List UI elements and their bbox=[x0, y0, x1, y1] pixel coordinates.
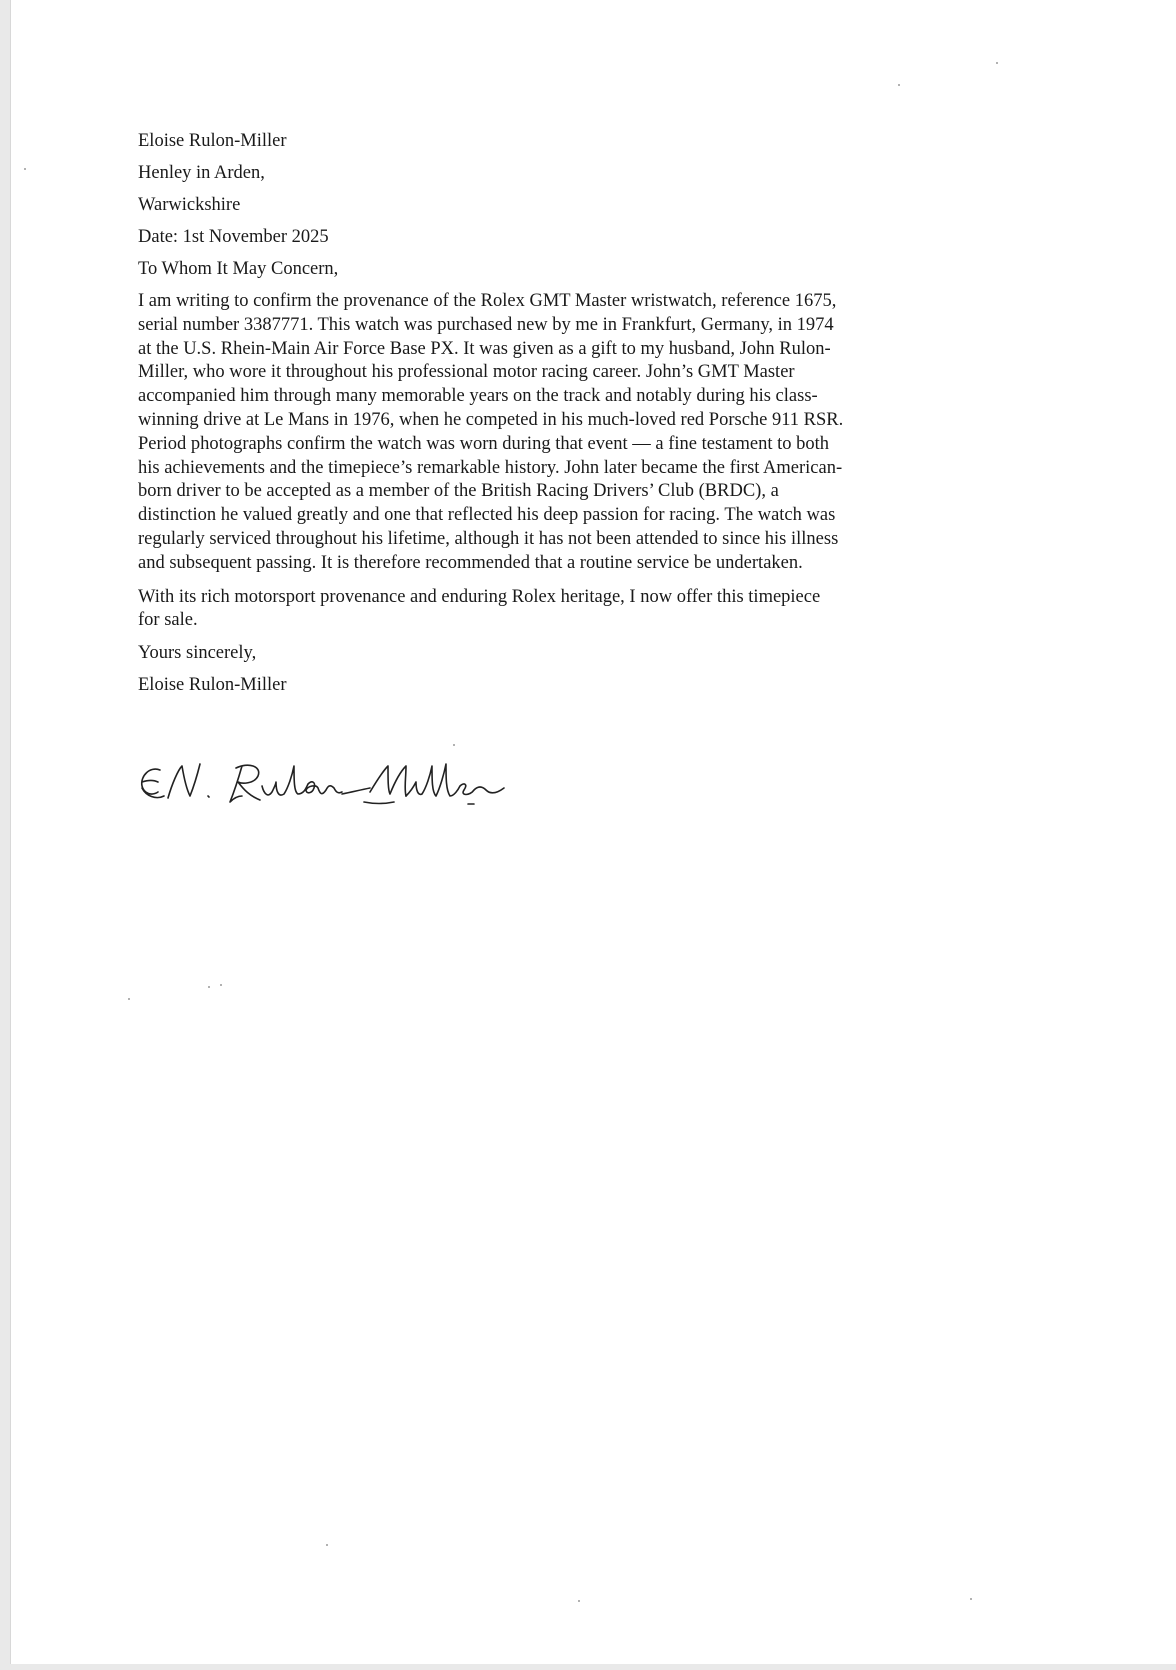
signatory-name: Eloise Rulon-Miller bbox=[138, 675, 287, 696]
scan-speck bbox=[996, 62, 998, 64]
scan-speck bbox=[453, 744, 455, 746]
body-paragraph: I am writing to confirm the provenance of the Rolex GMT Master wristwatch, reference 1675, serial number 3387771. This watch was purchased new by me in Frankfurt, Germany, in 1974 at the U.S. Rhein-Main Air Force Base PX. It was given as a gift to my husband, John Rulon-Miller, who wore it throughout his professional motor racing career. John’s GMT Master accompanied him through many memorable years on the track and notably during his class-winning drive at Le Mans in 1976, when he competed in his much-loved red Porsche 911 RSR. Period photographs confirm the watch was worn during that event — a fine testament to both his achievements and the timepiece’s remarkable history. John later became the first American-born driver to be accepted as a member of the British Racing Drivers’ Club (BRDC), a distinction he valued greatly and one that reflected his deep passion for racing. The watch was regularly serviced throughout his lifetime, although it has not been attended to since his illness and subsequent passing. It is therefore recommended that a routine service be undertaken. bbox=[138, 291, 844, 573]
sender-name: Eloise Rulon-Miller bbox=[138, 131, 287, 151]
scan-speck bbox=[326, 1544, 328, 1546]
scan-speck bbox=[128, 998, 130, 1000]
letter-content bbox=[138, 130, 878, 702]
scan-speck bbox=[24, 168, 26, 170]
handwritten-signature bbox=[138, 752, 578, 820]
letter-date: Date: 1st November 2025 bbox=[138, 227, 329, 247]
salutation: To Whom It May Concern, bbox=[138, 259, 339, 279]
scan-speck bbox=[970, 1598, 972, 1600]
address-line-1: Henley in Arden, bbox=[138, 163, 265, 183]
scan-speck bbox=[208, 986, 210, 988]
scan-speck bbox=[578, 1600, 580, 1602]
address-line-2: Warwickshire bbox=[138, 195, 241, 215]
valediction: Yours sincerely, bbox=[138, 643, 257, 664]
letter-page bbox=[10, 0, 1176, 1664]
closing-paragraph: With its rich motorsport provenance and enduring Rolex heritage, I now offer this timepiece for sale. bbox=[138, 586, 821, 631]
scan-speck bbox=[898, 84, 900, 86]
scan-speck bbox=[220, 984, 222, 986]
